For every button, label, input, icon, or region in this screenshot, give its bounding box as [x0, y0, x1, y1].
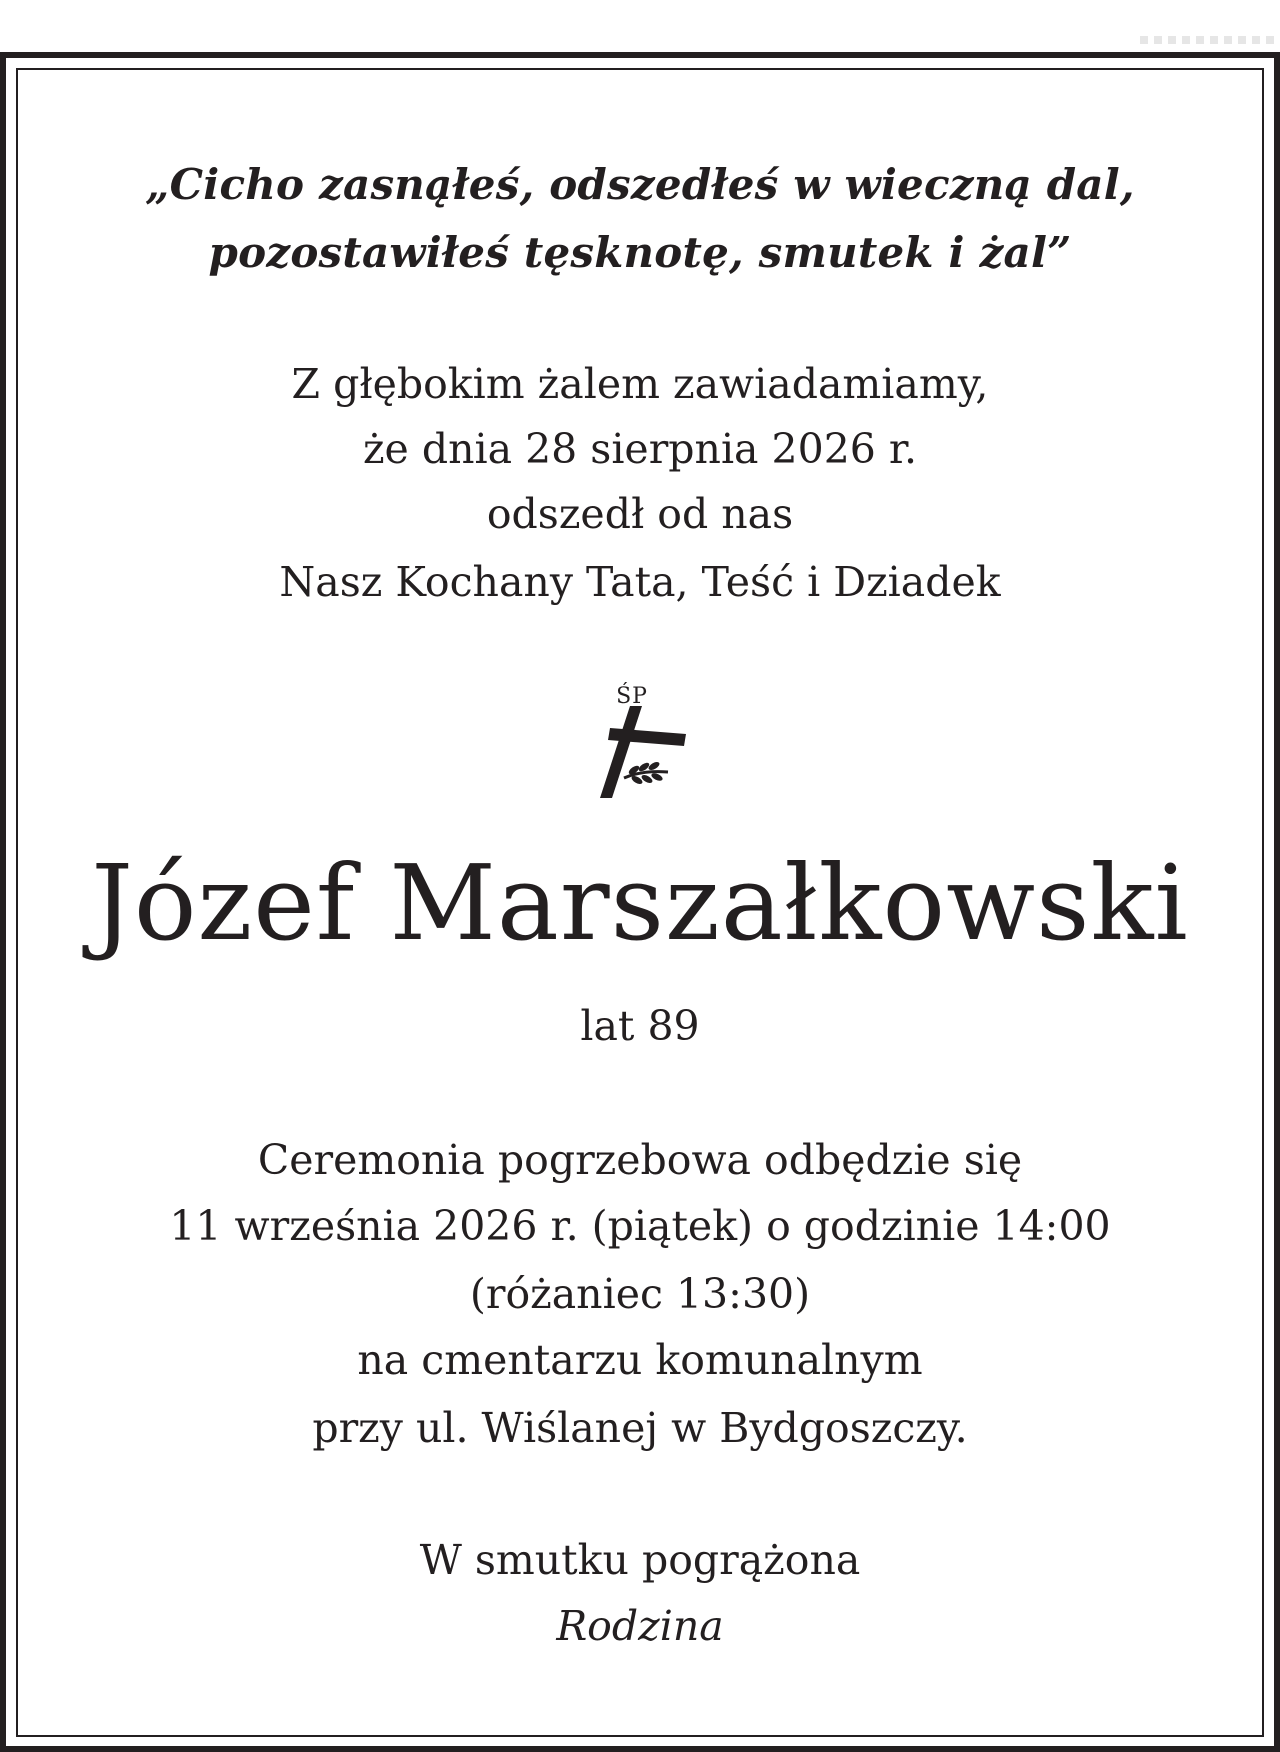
- ceremony-line-5: przy ul. Wiślanej w Bydgoszczy.: [312, 1404, 968, 1452]
- sp-label: ŚP: [616, 684, 648, 709]
- signature-family: Rodzina: [556, 1602, 724, 1650]
- cross-with-palm-icon: [590, 700, 690, 800]
- ceremony-line-4: na cmentarzu komunalnym: [357, 1336, 923, 1384]
- quote-line-2: pozostawiłeś tęsknotę, smutek i żal”: [208, 228, 1072, 277]
- announcement-line-2: że dnia 28 sierpnia 2026 r.: [362, 425, 918, 473]
- announcement-line-4: Nasz Kochany Tata, Teść i Dziadek: [279, 558, 1001, 606]
- ceremony-line-1: Ceremonia pogrzebowa odbędzie się: [257, 1136, 1023, 1184]
- ceremony-line-2: 11 września 2026 r. (piątek) o godzinie 14:00: [169, 1202, 1111, 1250]
- ceremony-line-3: (różaniec 13:30): [469, 1270, 811, 1318]
- deceased-name: Józef Marszałkowski: [91, 842, 1189, 964]
- signature-line-1: W smutku pogrążona: [419, 1536, 861, 1584]
- corner-dots-decoration: [1140, 36, 1280, 44]
- deceased-age: lat 89: [580, 1002, 700, 1050]
- announcement-line-3: odszedł od nas: [486, 490, 794, 538]
- announcement-line-1: Z głębokim żalem zawiadamiamy,: [291, 360, 989, 408]
- quote-line-1: „Cicho zasnąłeś, odszedłeś w wieczną dal,: [145, 160, 1135, 209]
